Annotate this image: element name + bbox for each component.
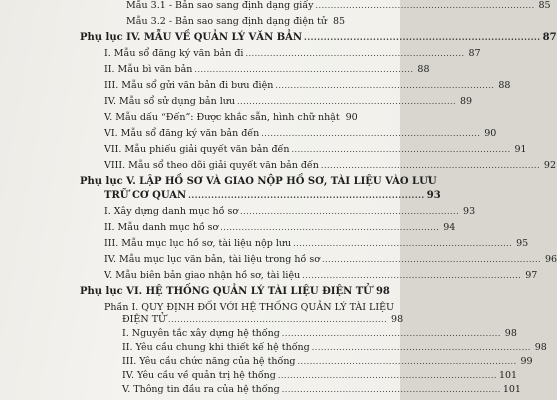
toc-part-continuation: ĐIỆN TỬ ........................................................................ 98 [122,314,404,325]
toc-entry: I. Xây dựng danh mục hồ sơ ........................................................................ 93 [104,206,476,217]
toc-entry: V. Mẫu dấu “Đến”: Được khắc sẵn, hình chữ nhật 90 [104,112,358,123]
toc-section-phu-luc-v: Phụ lục V. LẬP HỒ SƠ VÀ GIAO NỘP HỒ SƠ, TÀI LIỆU VÀO LƯU [80,176,437,187]
toc-entry: III. Mẫu mục lục hồ sơ, tài liệu nộp lưu ........................................................................ 95 [104,238,529,249]
toc-entry: I. Nguyên tắc xây dựng hệ thống ........................................................................ 98 [122,328,517,339]
toc-entry: III. Yêu cầu chức năng của hệ thống ........................................................................ 99 [122,356,533,367]
toc-entry-mau-3-2: Mẫu 3.2 - Bản sao sang định dạng điện tử 85 [126,16,346,27]
toc-entry: II. Mẫu danh mục hồ sơ ........................................................................ 94 [104,222,456,233]
toc-entry: II. Yêu cầu chung khi thiết kế hệ thống ........................................................................ 98 [122,342,547,353]
toc-entry: VI. Mẫu sổ đăng ký văn bản đến ........................................................................ 90 [104,128,497,139]
toc-part-i: Phần I. QUY ĐỊNH ĐỐI VỚI HỆ THỐNG QUẢN LÝ TÀI LIỆU [104,302,395,313]
toc-entry: VIII. Mẫu sổ theo dõi giải quyết văn bản đến ........................................................................ 92 [104,160,556,171]
toc-entry: IV. Mẫu mục lục văn bản, tài liệu trong hồ sơ ........................................................................ 96 [104,254,557,265]
toc-entry: IV. Mẫu sổ sử dụng bản lưu ........................................................................ 89 [104,96,473,107]
toc-entry: I. Mẫu sổ đăng ký văn bản đi ........................................................................ 87 [104,48,481,59]
toc-entry: III. Mẫu sổ gửi văn bản đi bưu điện ........................................................................ 88 [104,80,511,91]
toc-entry: VII. Mẫu phiếu giải quyết văn bản đến ........................................................................ 91 [104,144,527,155]
toc-section-phu-luc-vi: Phụ lục VI. HỆ THỐNG QUẢN LÝ TÀI LIỆU ĐIỆN TỬ 98 [80,286,390,297]
toc-section-phu-luc-iv: Phụ lục IV. MẪU VỀ QUẢN LÝ VĂN BẢN ........................................................................ 87 [80,32,557,43]
toc-entry-text: Mẫu 3.1 - Bản sao sang định dạng giấy [126,0,314,11]
toc-entry-page: 85 [538,0,551,11]
toc-entry: IV. Yêu cầu về quản trị hệ thống ........................................................................ 101 [122,370,518,381]
toc-entry-mau-3-1: Mẫu 3.1 - Bản sao sang định dạng giấy ........................................................................ 85 [126,0,551,11]
toc-entry: V. Mẫu biên bản giao nhận hồ sơ, tài liệu ........................................................................ 97 [104,270,538,281]
toc-entry: II. Mẫu bì văn bản ........................................................................ 88 [104,64,430,75]
toc-section-continuation: TRỮ CƠ QUAN ........................................................................ 93 [104,190,441,201]
toc-entry: V. Thông tin đầu ra của hệ thống ........................................................................ 101 [122,384,521,395]
